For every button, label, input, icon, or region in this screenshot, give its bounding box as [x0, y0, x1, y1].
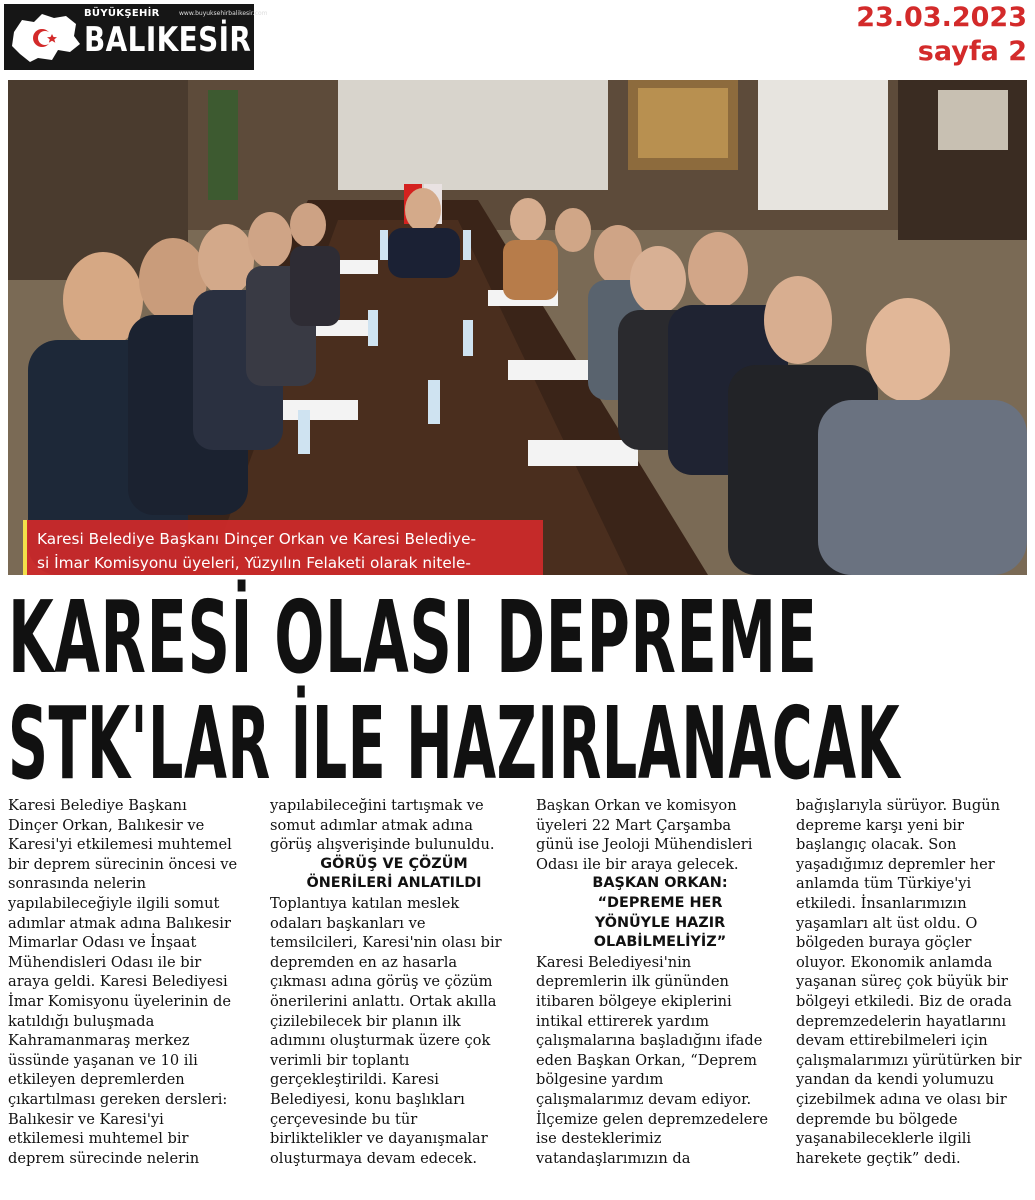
subheading-line: BAŞKAN ORKAN:	[592, 875, 728, 892]
text-line: depreme karşı yeni bir	[796, 816, 964, 834]
meeting-photo-illustration	[8, 80, 1027, 575]
text-line: yaşadığımız depremler her	[796, 855, 995, 873]
text-line: üyeleri 22 Mart Çarşamba	[536, 816, 732, 834]
article-column-1	[8, 796, 256, 1168]
text-line: yapılabileceğiyle ilgili somut	[8, 894, 220, 912]
photo-caption	[37, 528, 533, 575]
text-line: oluşturmaya devam edecek.	[270, 1149, 478, 1167]
text-line: Karesi Belediyesi'nin	[536, 953, 692, 971]
subheading-line: OLABİLMELİYİZ”	[593, 934, 727, 951]
text-line: Dinçer Orkan, Balıkesir ve	[8, 816, 205, 834]
text-line: Mimarlar Odası ve İnşaat	[8, 934, 197, 952]
text-line: yandan da kendi yolumuzu	[796, 1071, 995, 1089]
text-line: oluyor. Ekonomik anlamda	[796, 953, 993, 971]
text-line: adımını oluşturmak üzere çok	[270, 1032, 491, 1050]
text-line: etkileyen depremlerden	[8, 1071, 185, 1089]
subheading-gorus-ve-cozum	[270, 855, 518, 894]
text-line: bir deprem sürecinin öncesi ve	[8, 855, 238, 873]
text-line: eden Başkan Orkan, “Deprem	[536, 1051, 757, 1069]
text-line: günü ise Jeoloji Mühendisleri	[536, 836, 753, 854]
caption-line: Karesi Belediye Başkanı Dinçer Orkan ve Karesi Belediye-	[37, 530, 477, 548]
meeting-photo	[8, 80, 1027, 575]
text-line: depremzedelerin hayatlarını	[796, 1012, 1007, 1030]
text-line: adımlar atmak adına Balıkesir	[8, 914, 231, 932]
text-line: yaşanan süreç çok büyük bir	[796, 973, 1008, 991]
text-line: çizilebilecek bir planın ilk	[270, 1012, 461, 1030]
text-line: anlamda tüm Türkiye'yi	[796, 875, 972, 893]
text-line: çerçevesinde bu tür	[270, 1110, 418, 1128]
text-line: Odası ile bir araya gelecek.	[536, 855, 739, 873]
text-line: katıldığı buluşmada	[8, 1012, 155, 1030]
text-line: Kahramanmaraş merkez	[8, 1032, 190, 1050]
text-line: Karesi Belediye Başkanı	[8, 797, 187, 814]
issue-date: 23.03.2023	[856, 2, 1027, 33]
page-number: sayfa 2	[917, 36, 1027, 67]
text-line: yaşanabileceklerle ilgili	[796, 1130, 972, 1148]
masthead	[0, 0, 1035, 78]
text-line: Belediyesi, konu başlıkları	[270, 1090, 465, 1108]
text-line: araya geldi. Karesi Belediyesi	[8, 973, 228, 991]
text-line: somut adımlar atmak adına	[270, 816, 473, 834]
text-line: çıkartılması gereken dersleri:	[8, 1090, 228, 1108]
text-line: yaşamları alt üst oldu. O	[796, 914, 978, 932]
text-line: yapılabileceğini tartışmak ve	[270, 797, 484, 814]
text-line: etkilemesi muhtemel bir	[8, 1130, 189, 1148]
text-line: Mühendisleri Odası ile bir	[8, 953, 202, 971]
logo-site-text: www.buyuksehirbalikesir.com	[179, 10, 268, 17]
text-line: depremden en az hasarla	[270, 953, 458, 971]
text-line: depremlerin ilk gününden	[536, 973, 729, 991]
text-line: bölgeyi etkiledi. Biz de orada	[796, 992, 1012, 1010]
logo-name-text: BALIKESİR	[84, 20, 252, 60]
province-map-icon	[8, 10, 82, 66]
text-line: Başkan Orkan ve komisyon	[536, 797, 737, 814]
text-line: Karesi'yi etkilemesi muhtemel	[8, 836, 232, 854]
photo-caption-box	[23, 520, 543, 575]
subheading-line: “DEPREME HER	[597, 894, 723, 911]
text-line: görüş alışverişinde bulunuldu.	[270, 836, 495, 854]
text-line: itibaren bölgeye ekiplerini	[536, 992, 732, 1010]
text-line: çıkması adına görüş ve çözüm	[270, 973, 493, 991]
text-line: birliktelikler ve dayanışmalar	[270, 1130, 488, 1148]
text-line: Balıkesir ve Karesi'yi	[8, 1110, 164, 1128]
headline-line-1: KARESİ OLASI DEPREME	[8, 579, 818, 696]
text-line: harekete geçtik” dedi.	[796, 1149, 961, 1167]
text-line: depremde bu bölgede	[796, 1110, 958, 1128]
text-line: gerçekleştirildi. Karesi	[270, 1071, 439, 1089]
text-line: verimli bir toplantı	[270, 1051, 410, 1069]
text-line: ise desteklerimiz	[536, 1130, 662, 1148]
caption-line: si İmar Komisyonu üyeleri, Yüzyılın Felaketi olarak nitele-	[37, 553, 471, 572]
article-column-4	[796, 796, 1035, 1168]
text-line: çalışmalarına başladığını ifade	[536, 1032, 763, 1050]
text-line: etkiledi. İnsanlarımızın	[796, 894, 967, 912]
text-line: intikal ettirerek yardım	[536, 1012, 709, 1030]
headline-line-2: STK'LAR İLE HAZIRLANACAK	[8, 685, 901, 802]
text-line: deprem sürecinde nelerin	[8, 1149, 200, 1167]
text-line: bağışlarıyla sürüyor. Bugün	[796, 797, 1001, 814]
text-line: odaları başkanları ve	[270, 914, 426, 932]
text-line: çalışmalarımız devam ediyor.	[536, 1090, 752, 1108]
text-line: çalışmalarımızı yürütürken bir	[796, 1051, 1022, 1069]
text-line: çizebilmek adına ve olası bir	[796, 1090, 1007, 1108]
text-line: bölgesine yardım	[536, 1071, 664, 1089]
text-line: bölgeden buraya göçler	[796, 934, 972, 952]
text-line: İlçemize gelen depremzedelere	[536, 1110, 769, 1128]
text-line: önerilerini anlattı. Ortak akılla	[270, 992, 497, 1010]
article-column-2	[270, 796, 518, 1168]
newspaper-logo	[4, 4, 268, 70]
text-line: devam ettirebilmeleri için	[796, 1032, 988, 1050]
text-line: vatandaşlarımızın da	[536, 1149, 691, 1167]
text-line: İmar Komisyonu üyelerinin de	[8, 992, 231, 1010]
text-line: başlangıç olacak. Son	[796, 836, 957, 854]
text-line: üssünde yaşanan ve 10 ili	[8, 1051, 198, 1069]
subheading-baskan-orkan	[536, 874, 784, 952]
logo-top-text: BÜYÜKŞEHİR	[84, 8, 160, 19]
subheading-line: ÖNERİLERİ ANLATILDI	[306, 875, 482, 892]
text-line: Toplantıya katılan meslek	[270, 894, 460, 912]
subheading-line: GÖRÜŞ VE ÇÖZÜM	[320, 855, 468, 872]
text-line: sonrasında nelerin	[8, 875, 146, 893]
text-line: temsilcileri, Karesi'nin olası bir	[270, 934, 502, 952]
subheading-line: YÖNÜYLE HAZIR	[594, 914, 726, 931]
article-column-3	[536, 796, 784, 1168]
